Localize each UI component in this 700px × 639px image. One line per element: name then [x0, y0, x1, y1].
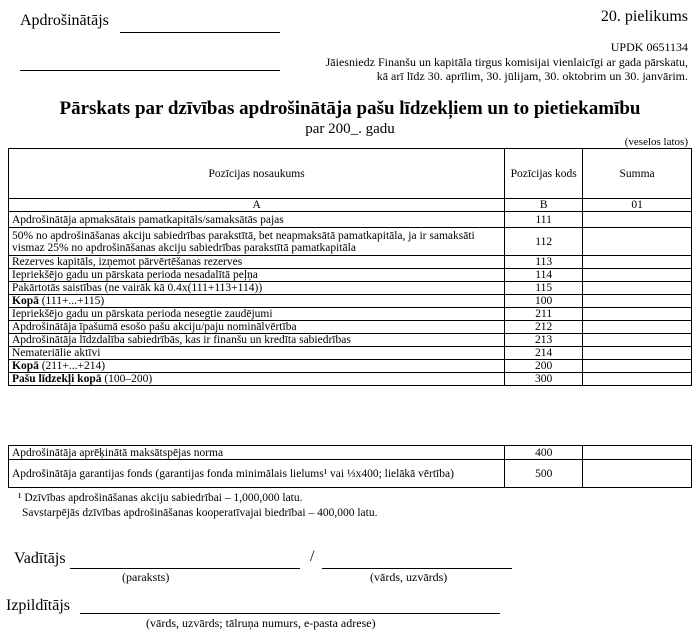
row-code: 212	[505, 321, 583, 334]
table-row	[9, 256, 692, 269]
row-sum-cell[interactable]	[583, 446, 692, 460]
key-c: 01	[583, 199, 692, 212]
manager-name-line[interactable]	[322, 568, 512, 569]
insurer-address-line[interactable]	[20, 70, 280, 71]
row-label-rest: (100–200)	[101, 373, 153, 385]
table-row	[9, 212, 692, 228]
row-label: Iepriekšējo gadu un pārskata perioda nesadalītā peļņa	[9, 269, 505, 282]
page-title: Pārskats par dzīvības apdrošinātāja pašu līdzekļiem un to pietiekamību	[59, 98, 641, 119]
manager-label: Vadītājs	[14, 550, 66, 567]
insurer-name-line[interactable]	[120, 32, 280, 33]
form-code: UPDK 0651134	[610, 40, 688, 54]
row-sum-cell[interactable]	[583, 212, 692, 228]
table-row	[9, 334, 692, 347]
row-sum-cell[interactable]	[583, 228, 692, 256]
row-code: 115	[505, 282, 583, 295]
executor-caption: (vārds, uzvārds; tālruņa numurs, e-pasta adrese)	[146, 616, 376, 630]
table-row	[9, 360, 692, 373]
row-label	[9, 360, 505, 373]
manager-signature-line[interactable]	[70, 568, 300, 569]
row-code: 114	[505, 269, 583, 282]
row-code: 200	[505, 360, 583, 373]
row-label-bold: Kopā	[12, 295, 39, 307]
row-code: 211	[505, 308, 583, 321]
insurer-label: Apdrošinātājs	[20, 12, 109, 29]
executor-info-line[interactable]	[80, 613, 500, 614]
page-subtitle: par 200_. gadu	[305, 121, 395, 137]
row-label: Nemateriālie aktīvi	[9, 347, 505, 360]
row-sum-cell[interactable]	[583, 460, 692, 488]
row-label: Pakārtotās saistības (ne vairāk kā 0.4x(111+113+114))	[9, 282, 505, 295]
table-row	[9, 282, 692, 295]
table-row	[9, 269, 692, 282]
col-header-sum: Summa	[583, 149, 692, 199]
row-sum-cell[interactable]	[583, 308, 692, 321]
table-row	[9, 460, 692, 488]
slash-separator: /	[310, 548, 315, 565]
row-label: 50% no apdrošināšanas akciju sabiedrības parakstītā, bet neapmaksātā pamatkapitāla, ja ir samaksāti vismaz 25% no apdrošināšanas akciju sabiedrības parakstītā pamatkapitāla	[9, 228, 505, 256]
own-funds-table	[8, 148, 692, 386]
footnote-2: Savstarpējās dzīvības apdrošināšanas kooperatīvajai biedrībai – 400,000 latu.	[22, 507, 378, 519]
table-row	[9, 347, 692, 360]
row-code: 113	[505, 256, 583, 269]
table-row	[9, 228, 692, 256]
row-label	[9, 295, 505, 308]
row-label-bold: Pašu līdzekļi kopā	[12, 373, 102, 385]
executor-label: Izpildītājs	[6, 597, 70, 614]
row-code: 500	[505, 460, 583, 488]
row-code: 213	[505, 334, 583, 347]
units-note: (veselos latos)	[624, 136, 688, 148]
row-code: 100	[505, 295, 583, 308]
row-sum-cell[interactable]	[583, 256, 692, 269]
footnote-1: ¹ Dzīvības apdrošināšanas akciju sabiedrībai – 1,000,000 latu.	[18, 492, 303, 504]
row-code: 214	[505, 347, 583, 360]
key-a: A	[9, 199, 505, 212]
annex-label: 20. pielikums	[600, 8, 688, 25]
row-code: 300	[505, 373, 583, 386]
solvency-table	[8, 445, 692, 488]
row-sum-cell[interactable]	[583, 373, 692, 386]
col-header-code: Pozīcijas kods	[505, 149, 583, 199]
row-label-rest: (211+...+214)	[38, 360, 106, 372]
row-label: Apdrošinātāja īpašumā esošo pašu akciju/paju nominālvērtība	[9, 321, 505, 334]
key-b: B	[505, 199, 583, 212]
submit-note-2: kā arī līdz 30. aprīlim, 30. jūlijam, 30. oktobrim un 30. janvārim.	[376, 69, 688, 83]
row-sum-cell[interactable]	[583, 321, 692, 334]
row-label: Rezerves kapitāls, izņemot pārvērtēšanas rezerves	[9, 256, 505, 269]
table-row	[9, 446, 692, 460]
col-header-name: Pozīcijas nosaukums	[9, 149, 505, 199]
table-row	[9, 321, 692, 334]
row-label: Iepriekšējo gadu un pārskata perioda nesegtie zaudējumi	[9, 308, 505, 321]
row-label-rest: (111+...+115)	[38, 295, 105, 307]
row-sum-cell[interactable]	[583, 347, 692, 360]
row-label: Apdrošinātāja aprēķinātā maksātspējas norma	[9, 446, 505, 460]
row-label: Apdrošinātāja garantijas fonds (garantijas fonda minimālais lielums¹ vai ⅓x400; lielākā vērtība)	[9, 460, 505, 488]
row-label	[9, 373, 505, 386]
table-row	[9, 295, 692, 308]
row-sum-cell[interactable]	[583, 282, 692, 295]
row-code: 111	[505, 212, 583, 228]
row-label-bold: Kopā	[12, 360, 39, 372]
row-label: Apdrošinātāja apmaksātais pamatkapitāls/samaksātās pajas	[9, 212, 505, 228]
name-caption: (vārds, uzvārds)	[370, 570, 448, 584]
row-label: Apdrošinātāja līdzdalība sabiedrībās, kas ir finanšu un kredīta sabiedrības	[9, 334, 505, 347]
table-row	[9, 308, 692, 321]
row-sum-cell[interactable]	[583, 295, 692, 308]
row-code: 400	[505, 446, 583, 460]
row-code: 112	[505, 228, 583, 256]
signature-caption: (paraksts)	[122, 570, 170, 584]
row-sum-cell[interactable]	[583, 334, 692, 347]
row-sum-cell[interactable]	[583, 269, 692, 282]
row-sum-cell[interactable]	[583, 360, 692, 373]
table-row	[9, 373, 692, 386]
submit-note-1: Jāiesniedz Finanšu un kapitāla tirgus komisijai vienlaicīgi ar gada pārskatu,	[325, 55, 688, 69]
